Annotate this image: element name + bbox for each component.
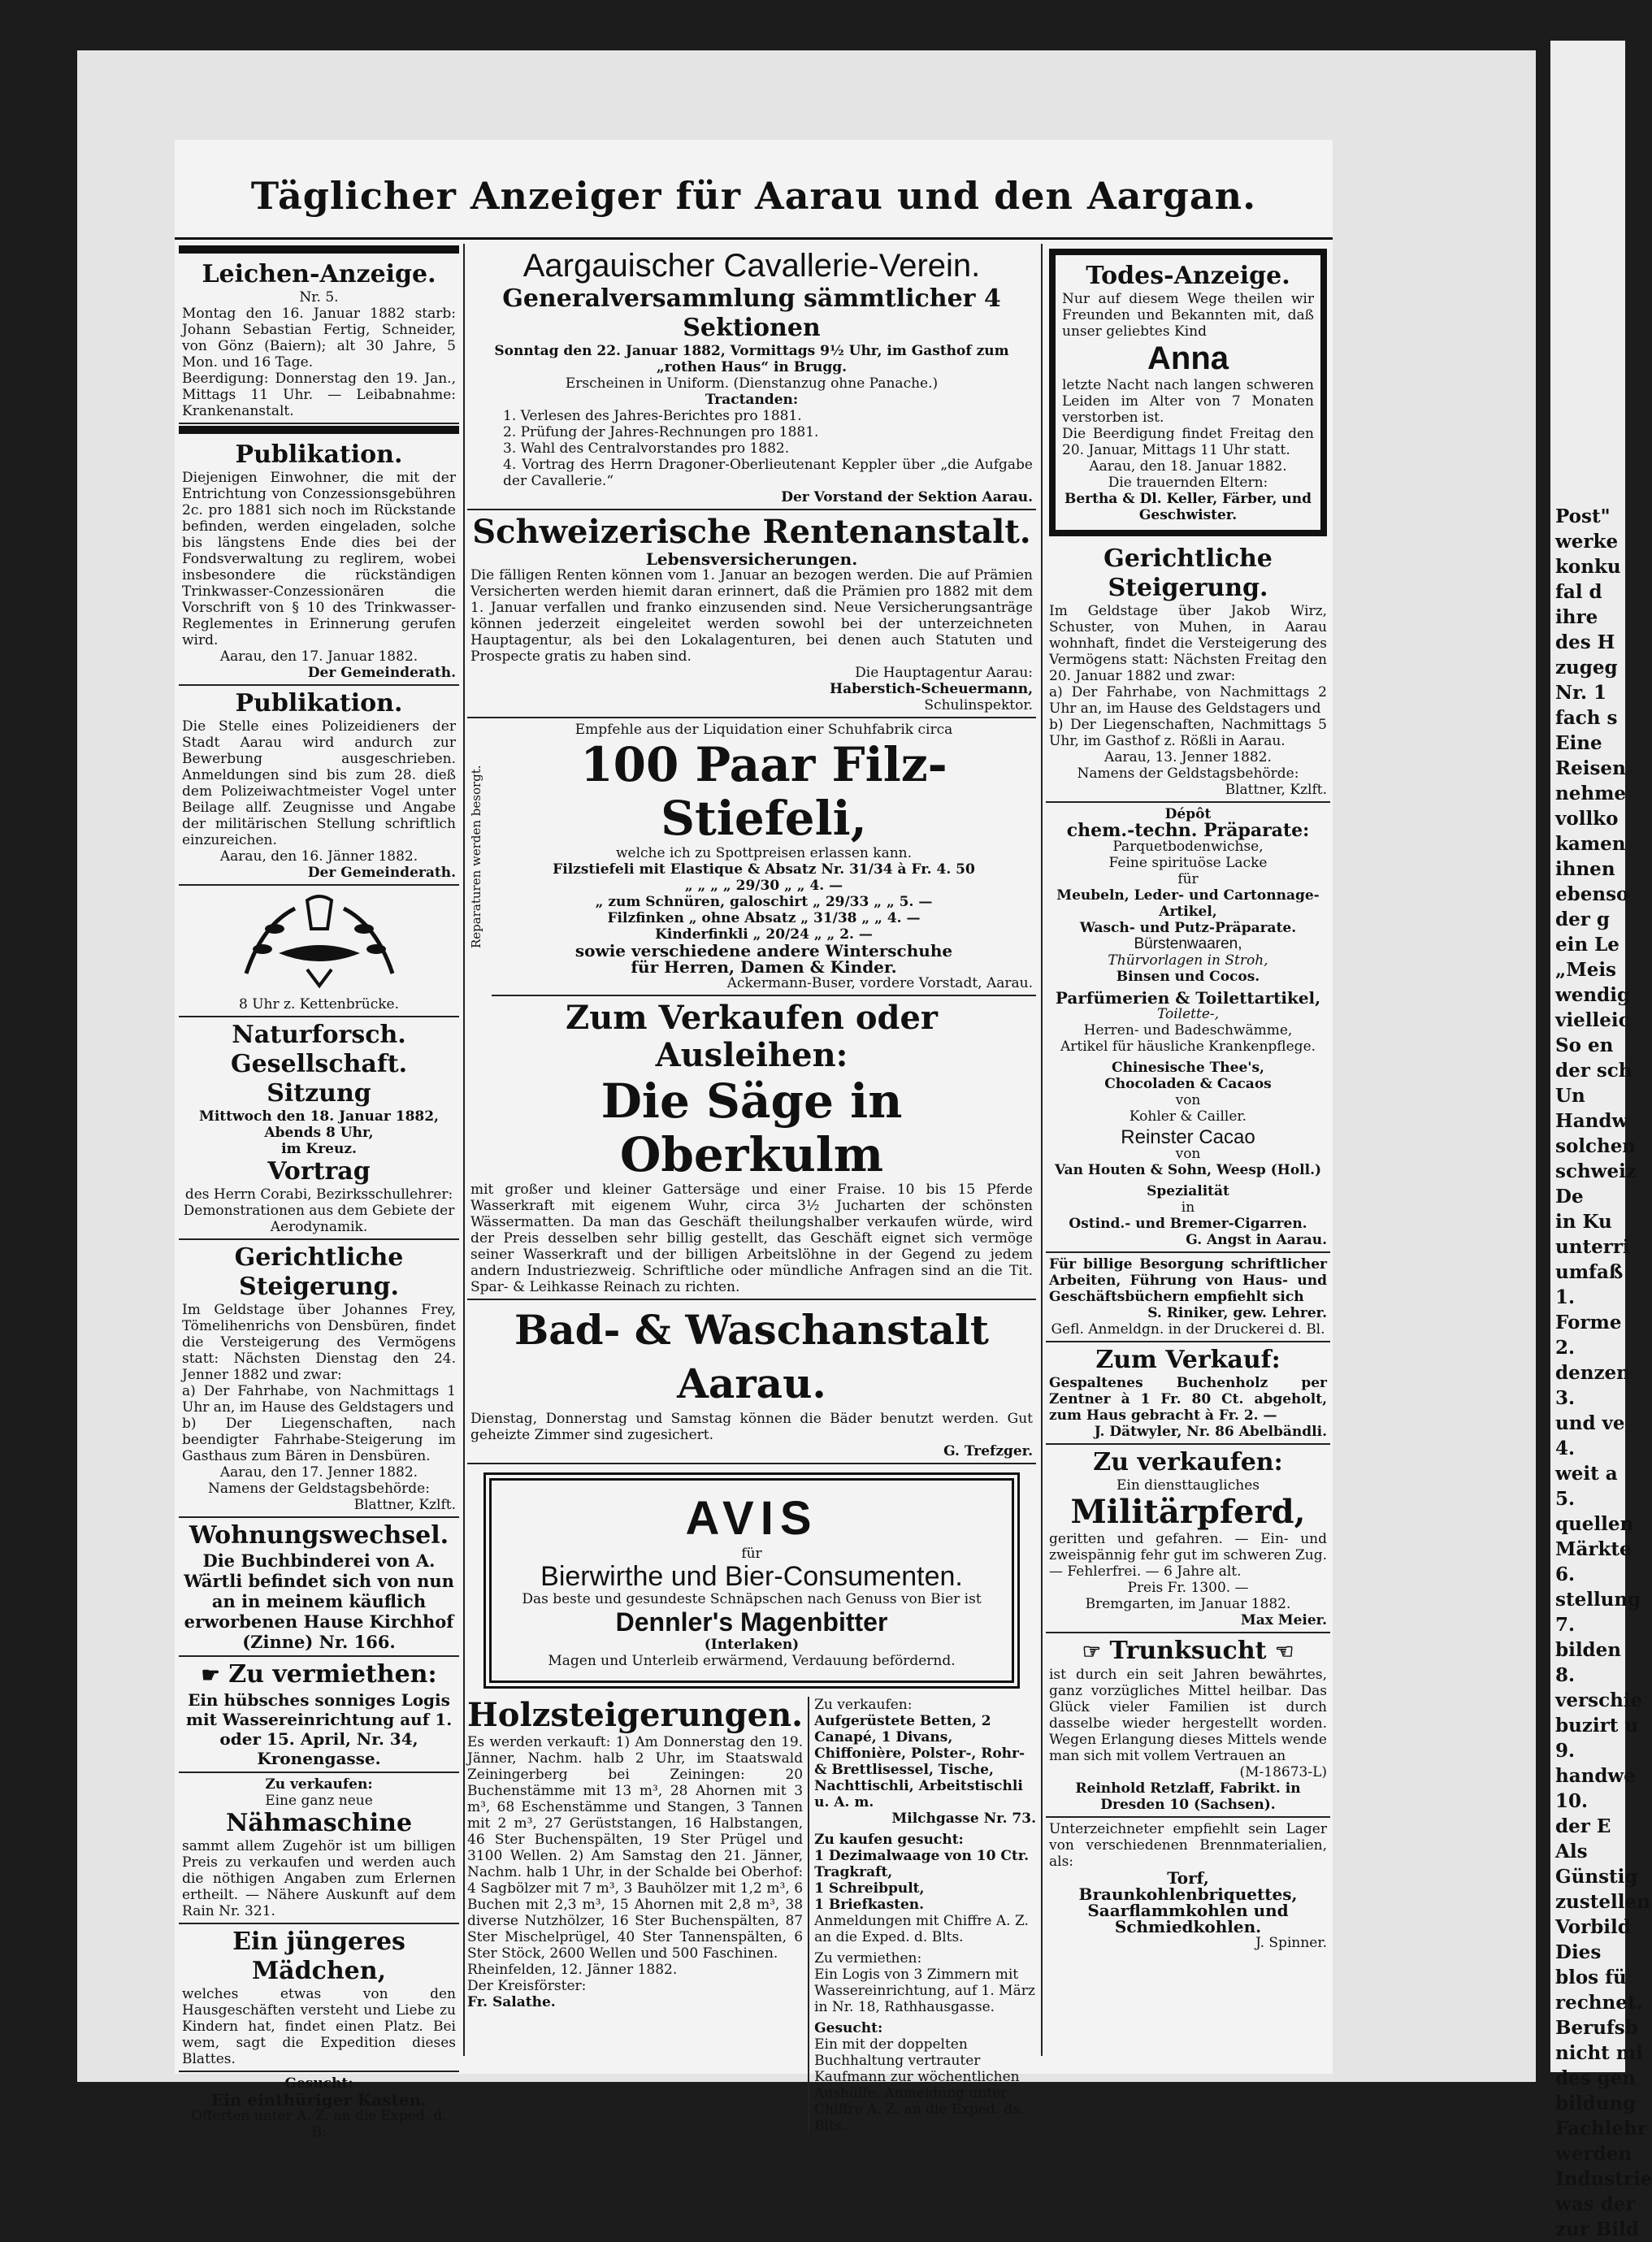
depot-block — [1046, 803, 1330, 1253]
kohler: Kohler & Cailler. — [1129, 1108, 1247, 1125]
adjacent-page-line: stellung — [1555, 1589, 1641, 1611]
trunk-title: Trunksucht — [1109, 1637, 1267, 1665]
holz-block — [467, 1697, 803, 2134]
zk-1: 1 Dezimalwaage von 10 Ctr. Tragkraft, — [814, 1848, 1030, 1880]
vortrag-title: Vortrag — [267, 1157, 371, 1186]
adjacent-page-line: 3. — [1555, 1387, 1576, 1409]
avis-line: Bierwirthe und Bier-Consumenten. — [540, 1561, 963, 1592]
parq: Parquetbodenwichse, — [1112, 839, 1264, 855]
filz-title: 100 Paar Filz-Stiefeli, — [580, 737, 947, 846]
column-rule — [463, 244, 465, 2056]
leichen-title: Leichen-Anzeige. — [202, 260, 436, 288]
tr2: 2. Prüfung der Jahres-Rechnungen pro 1881. — [503, 424, 819, 440]
adjacent-page-line: 9. — [1555, 1740, 1576, 1762]
adjacent-page-line: Berufsb — [1555, 2017, 1638, 2039]
zv-sign: Milchgasse Nr. 73. — [891, 1811, 1036, 1827]
saege-block — [467, 996, 1036, 1300]
parf: Parfümerien & Toilettartikel, — [1055, 988, 1321, 1008]
adjacent-page-line: werke — [1555, 531, 1619, 553]
ger1-body: Im Geldstage über Johannes Frey, Tömelihenrichs von Densbüren, findet die Versteigerung des Vermögens statt: Nächsten Dienstag den 24. Jenner 1882 und zwar: — [182, 1302, 456, 1383]
maedchen-block — [179, 1924, 459, 2072]
naeh-body: sammt allem Zugehör ist um billigen Preis zu verkaufen und werden auch die nöthigen Angaben zum Erlernen ertheilt. — Nähere Auskunft auf dem Rain Nr. 321. — [182, 1838, 456, 1919]
zv2-title: Zu verkaufen: — [1093, 1448, 1283, 1477]
ger-steigerung-2 — [1046, 541, 1330, 803]
trunk-sign: Reinhold Retzlaff, Fabrikt. in Dresden 10 (Sachsen). — [1075, 1780, 1301, 1813]
adjacent-page-line: 10. — [1555, 1790, 1589, 1812]
ger2-date: Aarau, 13. Jenner 1882. — [1104, 749, 1272, 765]
adjacent-page-line: rechnet. — [1555, 1992, 1643, 2014]
adjacent-page-line: Post" — [1555, 505, 1611, 527]
leb-title: Lebensversicherungen. — [645, 549, 858, 569]
wasch: Wasch- und Putz-Präparate. — [1079, 920, 1297, 936]
column-left — [179, 244, 459, 2140]
adjacent-page-line: zugeg — [1555, 657, 1618, 679]
tod-date: Aarau, den 18. Januar 1882. — [1089, 458, 1287, 475]
torf-sign: J. Spinner. — [1255, 1935, 1327, 1951]
adjacent-page-line: Handw — [1555, 1110, 1628, 1132]
adjacent-page-line: Vorbild — [1555, 1916, 1631, 1938]
leichen-anzeige — [179, 257, 459, 424]
adjacent-page-line: kamen — [1555, 833, 1626, 855]
schmied: Schmiedkohlen. — [1114, 1917, 1262, 1936]
adjacent-page-line: solchen — [1555, 1135, 1637, 1157]
tractanden-title: Tractanden: — [705, 392, 799, 408]
masthead-rule — [175, 237, 1333, 240]
mil-body: geritten und gefahren. — Ein- und zweispännig fehr gut im schweren Zug. — Fehlerfrei. — 6 Jahre alt. — [1049, 1531, 1327, 1580]
ger2-title: Gerichtliche Steigerung. — [1104, 544, 1273, 602]
braun: Braunkohlenbriquettes, — [1078, 1884, 1298, 1904]
angst: G. Angst in Aarau. — [1186, 1232, 1327, 1248]
zv-title: Zu verkaufen: — [814, 1697, 913, 1713]
tod-title: Todes-Anzeige. — [1086, 262, 1290, 290]
pointing-hand-icon: ☛ — [201, 1663, 220, 1688]
adjacent-page-line: fach s — [1555, 707, 1618, 729]
saege-body: mit großer und kleiner Gattersäge und einer Fraise. 10 bis 15 Pferde Wasserkraft mit eigenem Wuhr, circa 3½ Jucharten der schönsten Wässermatten. Da man das Geschäft theilungshalber verkaufen würde, wird der Preis desselben sehr billig gestellt, das Geschäft eignet sich vermöge seiner Wasserkraft und der billigen Arbeitslöhne in der Gegend zu jedem andern Industriezweig. Schriftliche oder mündliche Anfragen sind an die Tit. Spar- & Leihkasse Reinach zu richten. — [470, 1182, 1033, 1295]
ornament-block — [179, 886, 459, 1017]
verkaufen-naehmaschine — [179, 1773, 459, 1924]
pub2-date: Aarau, den 16. Jänner 1882. — [219, 848, 418, 865]
brennmaterialien — [1046, 1818, 1330, 1954]
adjacent-page-line: konku — [1555, 556, 1621, 578]
schwamm: Herren- und Badeschwämme, — [1083, 1022, 1293, 1039]
dennler-title: Dennler's Magenbitter — [615, 1607, 888, 1637]
toil: Toilette-, — [1156, 1006, 1220, 1022]
reinster: Reinster Cacao — [1121, 1126, 1255, 1148]
filz-line-3: „ zum Schnüren, galoschirt „ 29/33 „ „ 5. — — [595, 894, 933, 910]
trunk-code: (M-18673-L) — [1239, 1764, 1327, 1780]
verk-title: Zu verkaufen: — [265, 1776, 373, 1793]
riniker-note: Gefl. Anmeldgn. in der Druckerei d. Bl. — [1051, 1321, 1325, 1338]
adjacent-page-line: Günstig — [1555, 1866, 1638, 1888]
zk-2: 1 Schreibpult, — [814, 1880, 925, 1897]
kette-text: 8 Uhr z. Kettenbrücke. — [238, 996, 399, 1013]
adjacent-page-line: Un — [1555, 1085, 1585, 1107]
chem: chem.-techn. Präparate: — [1066, 820, 1310, 841]
saar: Saarflammkohlen und — [1087, 1901, 1289, 1920]
cav-sign: Der Vorstand der Sektion Aarau. — [781, 489, 1033, 505]
adjacent-page-line: fal d — [1555, 581, 1602, 603]
black-bar — [179, 426, 459, 434]
filz-sub: welche ich zu Spottpreisen erlassen kann. — [615, 845, 913, 861]
bad-sign: G. Trefzger. — [943, 1443, 1033, 1459]
pointing-hand-icon: ☞ — [1082, 1640, 1102, 1664]
artikel: Artikel für häusliche Krankenpflege. — [1060, 1039, 1316, 1055]
black-bar — [179, 245, 459, 254]
zk-body: Anmeldungen mit Chiffre A. Z. an die Exped. d. Blts. — [814, 1913, 1029, 1945]
riniker: S. Riniker, gew. Lehrer. — [1147, 1305, 1327, 1321]
vortrag-body: des Herrn Corabi, Bezirksschullehrer: Demonstrationen aus dem Gebiete der Aerodynamik. — [183, 1186, 455, 1235]
maed-body: welches etwas von den Hausgeschäften versteht und Liebe zu Kindern hat, findet einen Platz. Bei wem, sagt die Expedition dieses Blattes. — [182, 1986, 456, 2067]
gv-body: Sonntag den 22. Januar 1882, Vormittags 9½ Uhr, im Gasthof zum „rothen Haus“ in Brugg. — [494, 343, 1009, 375]
rent-title: Schweizerische Rentenanstalt. — [472, 513, 1031, 551]
wohn-body: Die Buchbinderei von A. Wärtli befindet sich von nun an in meinem käuflich erworbenen Hause Kirchhof (Zinne) Nr. 166. — [184, 1550, 454, 1652]
ger2-a: a) Der Fahrhabe, von Nachmittags 2 Uhr an, im Hause des Geldstagers und — [1049, 684, 1327, 717]
adjacent-page-line: Nr. 1 — [1555, 682, 1607, 704]
publikation-2 — [179, 686, 459, 886]
adjacent-page-line: ebenso — [1555, 883, 1629, 905]
pub1-date: Aarau, den 17. Januar 1882. — [219, 648, 418, 665]
small-ads — [808, 1697, 1036, 2134]
zm-body: Ein Logis von 3 Zimmern mit Wassereinrichtung, auf 1. März in Nr. 18, Rathhausgasse. — [814, 1967, 1035, 2015]
scanned-sheet — [77, 50, 1536, 2140]
adjacent-page-line: Märkte — [1555, 1538, 1632, 1560]
avis-body: Das beste und gesundeste Schnäpschen nach Genuss von Bier ist — [522, 1591, 982, 1607]
avis-fuer: für — [741, 1546, 762, 1562]
filz-line-5: Kinderfinkli „ 20/24 „ „ 2. — — [655, 926, 873, 943]
handshake-lyre-ornament-icon — [230, 892, 409, 990]
filz-line-1: Filzstiefeli mit Elastique & Absatz Nr. 31/34 à Fr. 4. 50 — [553, 861, 975, 878]
adjacent-page-line: 6. — [1555, 1563, 1576, 1585]
moebel: Meubeln, Leder- und Cartonnage-Artikel, — [1056, 887, 1320, 920]
lacke: Feine spirituöse Lacke — [1108, 855, 1268, 871]
filz-line-2: „ „ „ „ 29/30 „ „ 4. — — [684, 878, 843, 894]
choc: Chocoladen & Cacaos — [1104, 1076, 1272, 1092]
in: in — [1181, 1199, 1195, 1216]
adjacent-page-line: ihnen — [1555, 858, 1615, 880]
wohnungswechsel — [179, 1518, 459, 1657]
zv-body: Aufgerüstete Betten, 2 Canapé, 1 Divans, Chiffonière, Polster-, Rohr- & Brettlisessel, Tische, Nachttischli, Arbeitstischli u. A. m. — [814, 1713, 1025, 1811]
pointing-hand-icon: ☜ — [1274, 1640, 1294, 1664]
mil-sign: Max Meier. — [1240, 1612, 1327, 1628]
pub2-title: Publikation. — [235, 689, 403, 718]
adjacent-page-line: 7. — [1555, 1614, 1576, 1636]
von: von — [1175, 1092, 1201, 1108]
adjacent-page-line: verschie — [1555, 1689, 1643, 1711]
verk-sub: Eine ganz neue — [265, 1793, 373, 1809]
adjacent-page-line: vielleic — [1555, 1009, 1630, 1031]
tr4: 4. Vortrag des Herrn Dragoner-Oberlieutenant Keppler über „die Aufgabe der Cavallerie.“ — [503, 457, 1033, 489]
binsen: Binsen und Cocos. — [1116, 969, 1260, 985]
adjacent-page-line: Dies — [1555, 1941, 1602, 1963]
billige-besorgung — [1046, 1253, 1330, 1342]
torf-pre: Unterzeichneter empfiehlt sein Lager von verschiedenen Brennmaterialien, als: — [1049, 1821, 1327, 1870]
interlaken: (Interlaken) — [704, 1637, 800, 1653]
maed-title: Ein jüngeres Mädchen, — [232, 1928, 405, 1985]
pub1-title: Publikation. — [235, 440, 403, 469]
cav-title: Aargauischer Cavallerie-Verein. — [522, 248, 981, 284]
fuer: für — [1177, 871, 1199, 887]
wohn-title: Wohnungswechsel. — [189, 1521, 449, 1550]
holz-sign1: Der Kreisförster: — [467, 1978, 587, 1994]
zv2-sub: Ein diensttaugliches — [1116, 1477, 1260, 1494]
adjacent-page-line: De — [1555, 1186, 1584, 1208]
adjacent-page-line: ihre — [1555, 606, 1598, 628]
ger1-b: b) Der Liegenschaften, nach beendigter Fahrhabe-Steigerung im Gasthaus zum Bären in Densbüren. — [182, 1416, 456, 1464]
ger2-body: Im Geldstage über Jakob Wirz, Schuster, von Muhen, in Aarau wohnhaft, findet die Versteigerung des Vermögens statt: Nächsten Freitag den 20. Januar 1882 und zwar: — [1049, 603, 1327, 684]
rent-sign1: Die Hauptagentur Aarau: — [855, 665, 1033, 681]
holz-date: Rheinfelden, 12. Jänner 1882. — [467, 1962, 678, 1978]
natur-title: Naturforsch. Gesellschaft. — [230, 1021, 408, 1078]
sitzung-body: Mittwoch den 18. Januar 1882, Abends 8 Uhr, — [199, 1108, 439, 1141]
filz-stiefeli — [469, 718, 1036, 996]
holz-body: Es werden verkauft: 1) Am Donnerstag den 19. Jänner, Nachm. halb 2 Uhr, im Staatswald Zeiningerberg bei Zeiningen: 20 Buchenstämme mit 13 m³, 28 Ahornen mit 3 m³, 68 Eschenstämme und Stangen, 3 Tannen mit 2 m³, 27 Gerüststangen, 16 Halbstangen, 46 Ster Buchenspälten, 19 Ster Prügel und 3100 Wellen. 2) Am Samstag den 21. Jänner, Nachm. halb 1 Uhr, in der Schalde bei Oberhof: 4 Sagbölzer mit 7 m³, 3 Bauhölzer mit 1,2 m³, 6 Buchen mit 2,3 m³, 15 Ahornen mit 2,8 m³, 38 diverse Nutzhölzer, 16 Ster Buchenspälten, 87 Ster Mischelprügel, 40 Ster Tannenspälten, 6 Ster Stöck, 2600 Wellen und 500 Faschinen. — [467, 1734, 804, 1962]
adjacent-page-line: 1. — [1555, 1286, 1576, 1308]
column-rule — [1041, 244, 1043, 2056]
adjacent-page-line: in Ku — [1555, 1211, 1612, 1233]
column-middle — [467, 244, 1036, 2134]
kasten-body: Offerten unter A. Z. an die Exped. d. B. — [191, 2108, 447, 2140]
leichen-beerdigung: Beerdigung: Donnerstag den 19. Jan., Mittags 11 Uhr. — Leibabnahme: Krankenanstalt. — [182, 371, 456, 419]
kasten-title: Ein einthüriger Kasten. — [211, 2090, 427, 2110]
adjacent-page-line: So en — [1555, 1034, 1614, 1056]
bad-block — [467, 1300, 1036, 1464]
buersten: Bürstenwaaren, — [1134, 935, 1242, 952]
adjacent-page-line: Industrie — [1555, 2168, 1652, 2190]
tod-sign: Bertha & Dl. Keller, Färber, und Geschwister. — [1064, 491, 1312, 523]
adjacent-page-line: buzirt u — [1555, 1715, 1639, 1737]
thee: Chinesische Thee's, — [1112, 1060, 1264, 1076]
adjacent-page-line: zur Bild — [1555, 2218, 1639, 2240]
tod-body: Nur auf diesem Wege theilen wir Freunden und Bekannten mit, daß unser geliebtes Kind — [1062, 291, 1314, 340]
bad-title: Bad- & Waschanstalt Aarau. — [514, 1306, 989, 1407]
adjacent-page-fragment — [1550, 41, 1652, 2240]
newspaper-page — [175, 140, 1333, 2140]
rent-sign2: Haberstich-Scheuermann, — [830, 681, 1033, 697]
mil-date: Bremgarten, im Januar 1882. — [1085, 1596, 1291, 1612]
verm-body: Ein hübsches sonniges Logis mit Wassereinrichtung auf 1. oder 15. April, Nr. 34, Kronengasse. — [185, 1690, 453, 1768]
ger2-namens: Namens der Geldstagsbehörde: — [1077, 765, 1299, 782]
anna-name: Anna — [1147, 340, 1229, 376]
filz-sign: Ackermann-Buser, vordere Vorstadt, Aarau. — [726, 975, 1033, 991]
adjacent-page-line: der g — [1555, 909, 1610, 930]
depot: Dépôt — [1164, 806, 1212, 822]
bottom-two-columns — [467, 1697, 1036, 2134]
adjacent-page-line: nicht mi — [1555, 2042, 1643, 2064]
gesucht-kasten — [179, 2072, 459, 2144]
rentenanstalt — [467, 510, 1036, 718]
gv-uniform: Erscheinen in Uniform. (Dienstanzug ohne Panache.) — [565, 375, 939, 392]
pub1-body: Diejenigen Einwohner, die mit der Entrichtung von Conzessionsgebühren 2c. pro 1881 sich noch im Rückstande befinden, werden eingeladen, solche bis längstens Ende dies bei der Fondsverwaltung zu reglirem, wobei insbesondere die rückständigen Trinkwasser-Conzessionären die Vorschrift von § 10 des Trinkwasser-Reglementes in Erinnerung gerufen wird. — [182, 470, 456, 648]
verm-title: Zu vermiethen: — [228, 1660, 437, 1689]
zvk-body: Gespaltenes Buchenholz per Zentner à 1 Fr. 80 Ct. abgeholt, zum Haus gebracht à Fr. 2. — — [1049, 1375, 1327, 1424]
naeh-title: Nähmaschine — [225, 1809, 413, 1837]
tod-body2: letzte Nacht nach langen schweren Leiden im Alter von 7 Monaten verstorben ist. — [1062, 377, 1314, 426]
ger1-namens: Namens der Geldstagsbehörde: — [208, 1481, 430, 1497]
filz-pre: Empfehle aus der Liquidation einer Schuhfabrik circa — [575, 722, 953, 738]
torf: Torf, — [1167, 1868, 1209, 1888]
adjacent-page-line: werden — [1555, 2143, 1632, 2165]
adjacent-page-line: 4. — [1555, 1438, 1576, 1459]
pub2-body: Die Stelle eines Polizeidieners der Stadt Aarau wird andurch zur Bewerbung ausgeschrieben. Anmeldungen sind bis zum 28. dieß dem Polizeiwachtmeister Vogel unter Beilage allf. Zeugnisse und Angabe der militärischen Stellung schriftlich einzureichen. — [182, 718, 456, 848]
adjacent-page-line: zustellen — [1555, 1891, 1650, 1913]
vermiethen-1 — [179, 1657, 459, 1773]
kreuz-text: im Kreuz. — [281, 1141, 357, 1157]
pub2-sign: Der Gemeinderath. — [307, 865, 456, 881]
adjacent-page-line: 2. — [1555, 1337, 1576, 1359]
filz-for: für Herren, Damen & Kinder. — [631, 957, 897, 977]
adjacent-page-line: 5. — [1555, 1488, 1576, 1510]
avis-box — [483, 1472, 1020, 1689]
leichen-body: Montag den 16. Januar 1882 starb: Johann Sebastian Fertig, Schneider, von Gönz (Baiern); alt 30 Jahre, 5 Mon. und 16 Tage. — [182, 306, 456, 371]
adjacent-page-line: des H — [1555, 631, 1615, 653]
saege-big: Die Säge in Oberkulm — [601, 1073, 903, 1182]
todes-anzeige — [1049, 249, 1327, 536]
gs-title: Gesucht: — [814, 2020, 883, 2036]
ger1-date: Aarau, den 17. Jenner 1882. — [219, 1464, 418, 1481]
adjacent-page-line: und ve — [1555, 1412, 1625, 1434]
adjacent-page-line: Als — [1555, 1841, 1588, 1863]
tr1: 1. Verlesen des Jahres-Berichtes pro 1881. — [503, 408, 802, 424]
avis-end: Magen und Unterleib erwärmend, Verdauung befördernd. — [548, 1653, 956, 1669]
zvk-sign: J. Dätwyler, Nr. 86 Abelbändli. — [1094, 1424, 1327, 1440]
spez: Spezialität — [1147, 1183, 1229, 1199]
sitzung-title: Sitzung — [267, 1079, 371, 1108]
adjacent-page-line: Fachlehr — [1555, 2118, 1647, 2140]
ger-steigerung-1 — [179, 1240, 459, 1518]
adjacent-page-line: blos fü — [1555, 1967, 1627, 1988]
ges-title: Gesucht: — [284, 2075, 353, 2092]
adjacent-page-line: der E — [1555, 1815, 1611, 1837]
holz-title: Holzsteigerungen. — [467, 1696, 804, 1734]
rent-sign3: Schulinspektor. — [924, 697, 1033, 713]
column-right — [1046, 244, 1330, 2056]
adjacent-page-line: vollko — [1555, 808, 1619, 830]
cigarren: Ostind.- und Bremer-Cigarren. — [1069, 1216, 1307, 1232]
ger1-title: Gerichtliche Steigerung. — [234, 1243, 404, 1301]
zvk-title: Zum Verkauf: — [1095, 1346, 1281, 1374]
tr3: 3. Wahl des Centralvorstandes pro 1882. — [503, 440, 790, 457]
adjacent-page-line: bildung — [1555, 2092, 1637, 2114]
bad-body: Dienstag, Donnerstag und Samstag können die Bäder benutzt werden. Gut geheizte Zimmer sind zugesichert. — [470, 1411, 1033, 1443]
gs-body: Ein mit der doppelten Buchhaltung vertrauter Kaufmann zur wöchentlichen Aushülfe. Anmeldung unter Chiffre A. Z. an die Exped. ds. Blts. — [814, 2036, 1025, 2134]
ger1-sign: Blattner, Kzlft. — [353, 1497, 456, 1513]
holz-sign2: Fr. Salathe. — [467, 1994, 556, 2010]
adjacent-page-line: ein Le — [1555, 934, 1619, 956]
adjacent-page-line: wendig — [1555, 984, 1631, 1006]
mil-preis: Preis Fr. 1300. — — [1127, 1580, 1249, 1596]
filz-more: sowie verschiedene andere Winterschuhe — [575, 941, 953, 961]
adjacent-page-line: handwe — [1555, 1765, 1636, 1787]
adjacent-page-line: Eine — [1555, 732, 1602, 754]
publikation-1 — [179, 437, 459, 686]
adjacent-page-line: Forme — [1555, 1312, 1622, 1333]
cavallerie-verein — [467, 244, 1036, 510]
zm-title: Zu vermiethen: — [814, 1950, 922, 1967]
zk-title: Zu kaufen gesucht: — [814, 1832, 964, 1848]
adjacent-page-line: quellen — [1555, 1513, 1634, 1535]
adjacent-page-line: was der — [1555, 2193, 1636, 2215]
von2: von — [1175, 1146, 1201, 1162]
gv-title: Generalversammlung sämmtlicher 4 Sektionen — [502, 284, 1001, 342]
adjacent-page-line: weit a — [1555, 1463, 1618, 1485]
masthead-title: Täglicher Anzeiger für Aarau und den Aargan. — [250, 174, 1257, 218]
ger1-a: a) Der Fahrhabe, von Nachmittags 1 Uhr an, im Hause des Geldstagers und — [182, 1383, 456, 1416]
rent-body: Die fälligen Renten können vom 1. Januar an bezogen werden. Die auf Prämien Versicherten werden hiemit daran erinnert, daß die Prämien pro 1882 mit dem 1. Januar verfallen und franko einzusenden sind. Neue Versicherungsanträge können jederzeit eingeleitet werden sowohl bei der unterzeichneten Hauptagentur, als bei den Lokalagenturen, bei denen auch Statuten und Prospecte gratis zu haben sind. — [470, 567, 1033, 665]
zum-verkauf — [1046, 1342, 1330, 1445]
tod-eltern: Die trauernden Eltern: — [1108, 475, 1268, 491]
adjacent-page-line: des gen — [1555, 2067, 1637, 2089]
saege-title: Zum Verkaufen oder Ausleihen: — [566, 999, 938, 1074]
adjacent-page-line: der sch — [1555, 1060, 1632, 1082]
adjacent-page-line: denzen — [1555, 1362, 1630, 1384]
mil-title: Militärpferd, — [1070, 1493, 1306, 1531]
filz-line-4: Filzfinken „ ohne Absatz „ 31/38 „ „ 4. — — [607, 910, 921, 926]
adjacent-page-line: nehme — [1555, 783, 1627, 804]
adjacent-page-line: „Meis — [1555, 959, 1617, 981]
avis-title: AVIS — [685, 1492, 818, 1545]
adjacent-page-line: umfaß — [1555, 1261, 1624, 1283]
adjacent-page-lines — [1550, 504, 1652, 2242]
leichen-nr: Nr. 5. — [299, 289, 339, 306]
naturforsch-block — [179, 1017, 459, 1240]
adjacent-page-line: unterri — [1555, 1236, 1630, 1258]
trunksucht — [1046, 1633, 1330, 1818]
bill-body: Für billige Besorgung schriftlicher Arbeiten, Führung von Haus- und Geschäftsbüchern empfiehlt sich — [1049, 1256, 1327, 1305]
vanhouten: Van Houten & Sohn, Weesp (Holl.) — [1054, 1162, 1322, 1178]
adjacent-page-line: schweiz — [1555, 1160, 1637, 1182]
trunk-body: ist durch ein seit Jahren bewährtes, ganz vorzügliches Mittel heilbar. Das Glück vieler Familien ist durch dasselbe wieder hergestellt worden. Wegen Erlangung dieses Mittels wende man sich mit vollem Vertrauen an — [1049, 1667, 1327, 1764]
thuer: Thürvorlagen in Stroh, — [1108, 952, 1268, 969]
side-note: Reparaturen werden besorgt. — [469, 765, 483, 948]
adjacent-page-line: bilden — [1555, 1639, 1621, 1661]
ger2-sign: Blattner, Kzlft. — [1225, 782, 1327, 798]
ger2-b: b) Der Liegenschaften, Nachmittags 5 Uhr, im Gasthof z. Rößli in Aarau. — [1049, 717, 1327, 749]
zk-3: 1 Briefkasten. — [814, 1897, 925, 1913]
adjacent-page-line: Reisen — [1555, 757, 1626, 779]
tod-beerd: Die Beerdigung findet Freitag den 20. Januar, Mittags 11 Uhr statt. — [1062, 426, 1314, 458]
adjacent-page-line: 8. — [1555, 1664, 1576, 1686]
pub1-sign: Der Gemeinderath. — [307, 665, 456, 681]
militaerpferd — [1046, 1445, 1330, 1633]
